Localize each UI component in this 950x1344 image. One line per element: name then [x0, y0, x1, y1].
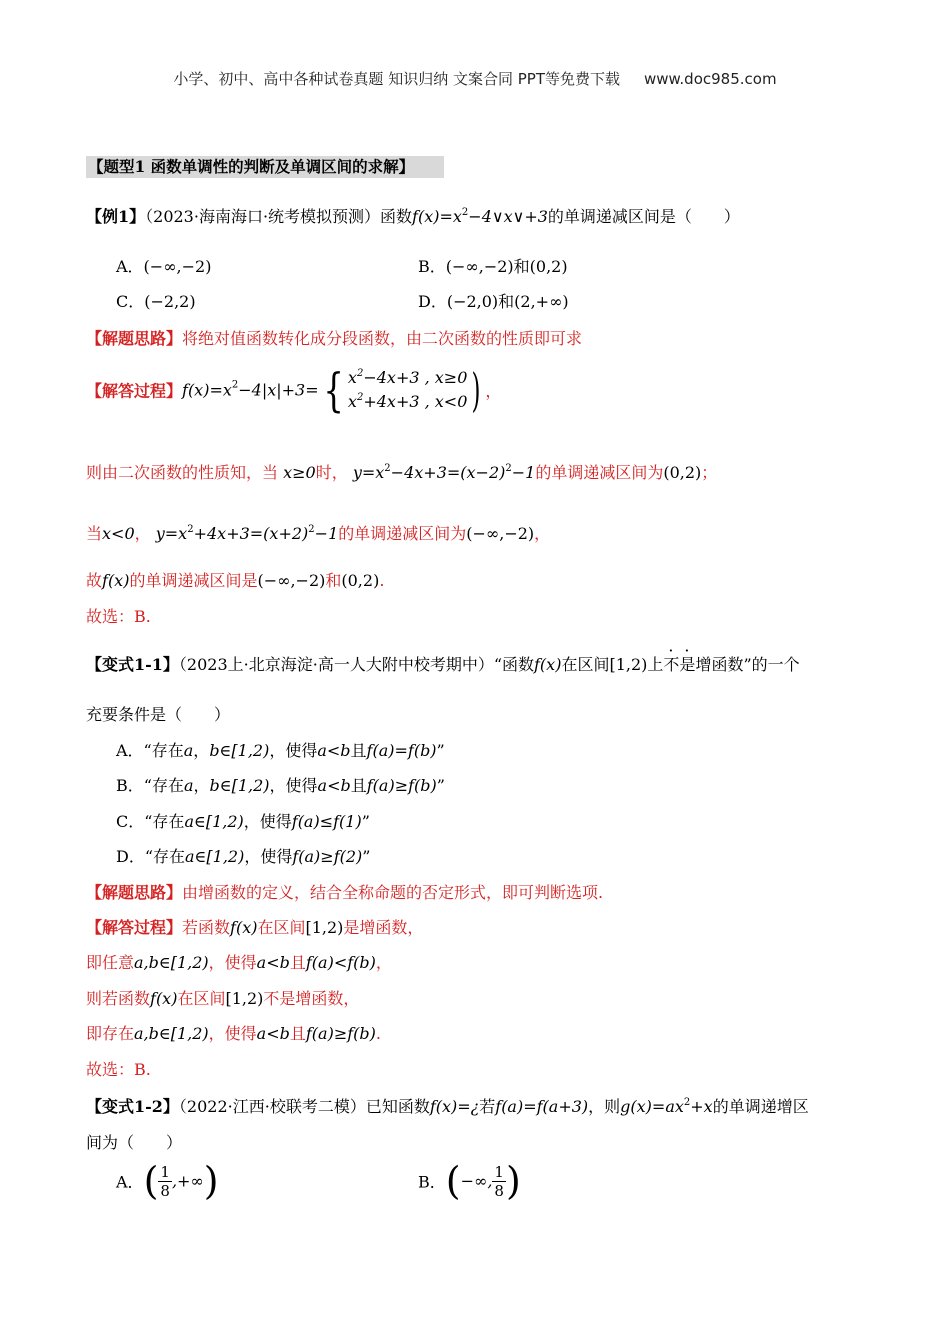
comma: ，: [485, 381, 502, 401]
example1-process: [86, 363, 502, 417]
variant1-1-option-b: B．“存在a，b∈[1,2)，使得a<b且f(a)≥f(b)”: [116, 776, 445, 795]
example1-line3: 当x<0， $y=x^2+4x+3=(x+2)^2-1$的单调递减区间为(−∞,−2)，: [86, 524, 551, 543]
fraction-one-eighth: $\frac{1}{8}$: [160, 1162, 170, 1200]
variant1-2-line2: 间为（ ）: [86, 1133, 183, 1152]
left-paren-icon: (: [445, 1159, 461, 1203]
variant1-1-process-2: 即任意a,b∈[1,2)，使得a<b且f(a)<f(b)，: [86, 953, 392, 972]
variant1-1-line2: 充要条件是（ ）: [86, 705, 231, 724]
variant1-2-option-a: A．( $\frac{1}{8}$ ,+∞): [116, 1159, 219, 1203]
example1-option-a: A．(−∞,−2): [116, 257, 212, 276]
variant1-1-option-d: D．“存在a∈[1,2)，使得f(a)≥f(2)”: [116, 847, 371, 866]
variant1-1-process-4: 即存在a,b∈[1,2)，使得a<b且f(a)≥f(b).: [86, 1024, 381, 1043]
fraction-one-eighth: $\frac{1}{8}$: [494, 1162, 504, 1200]
piecewise-brace: [319, 363, 486, 417]
section-title: 【题型1 函数单调性的判断及单调区间的求解】: [86, 156, 444, 178]
variant1-2-option-b: B．(−∞, $\frac{1}{8}$ ): [418, 1159, 521, 1203]
example1-func-rest: −4∨x∨+3: [468, 207, 548, 226]
right-paren-icon: ): [471, 363, 481, 417]
right-paren-icon: ): [203, 1159, 219, 1203]
example1-idea-tag: 【解题思路】: [86, 329, 183, 348]
example1-idea-text: 将绝对值函数转化成分段函数，由二次函数的性质即可求: [182, 329, 583, 348]
example1-question: [86, 204, 740, 227]
variant1-1-option-c: C．“存在a∈[1,2)，使得f(a)≤f(1)”: [116, 812, 370, 831]
example1-process-tag: 【解答过程】: [86, 381, 183, 401]
example1-option-b: B．(−∞,−2)和(0,2): [418, 257, 568, 276]
example1-tag: 【例1】: [86, 207, 146, 226]
variant1-1-process-3: 则若函数f(x)在区间[1,2)不是增函数，: [86, 989, 360, 1008]
example1-line4: 故f(x)的单调递减区间是(−∞,−2)和(0,2).: [86, 571, 385, 590]
variant1-1-process-1: 【解答过程】若函数f(x)在区间[1,2)是增函数，: [86, 918, 424, 937]
variant1-1-idea: 【解题思路】由增函数的定义，结合全称命题的否定形式，即可判断选项.: [86, 883, 604, 902]
example1-process-mid: −4|x|+3=: [238, 380, 319, 400]
example1-question-end: 的单调递减区间是（ ）: [547, 207, 740, 226]
example1-option-c: C．(−2,2): [116, 292, 196, 311]
header-site-link[interactable]: www.doc985.com: [643, 70, 777, 88]
example1-func: f(x)=x: [412, 207, 462, 226]
left-paren-icon: (: [143, 1159, 159, 1203]
page-header: [0, 68, 950, 89]
variant1-1-option-a: A．“存在a，b∈[1,2)，使得a<b且f(a)=f(b)”: [116, 741, 445, 760]
example1-option-d: D．(−2,0)和(2,+∞): [418, 292, 569, 311]
example1-source: （2023·海南海口·统考模拟预测）函数: [145, 207, 413, 226]
variant1-1-question: 【变式1-1】（2023上·北京海淀·高一人大附中校考期中）“函数f(x)在区间[1,2)上不是增函数”的一个: [86, 655, 800, 674]
example1-idea: [86, 326, 582, 349]
example1-answer: 故选：B.: [86, 607, 151, 626]
sup: 2: [231, 379, 239, 391]
piece2: $x^2+4x+3$ , x<0: [347, 392, 468, 411]
example1-process-lhs: f(x)=x: [182, 380, 232, 400]
variant1-1-answer: 故选：B.: [86, 1060, 151, 1079]
emphasis-not: 不: [663, 655, 680, 674]
header-text: 小学、初中、高中各种试卷真题 知识归纳 文案合同 PPT等免费下载: [173, 70, 620, 88]
piece1: $x^2-4x+3$ , x≥0: [347, 368, 468, 387]
variant1-2-question: 【变式1-2】（2022·江西·校联考二模）已知函数f(x)=¿若f(a)=f(a+3)，则$g(x)=ax^2+x$的单调递增区: [86, 1097, 809, 1116]
sup: 2: [461, 207, 469, 218]
example1-line2: 则由二次函数的性质知，当 x≥0时， $y=x^2-4x+3=(x-2)^2-1$的单调递减区间为(0,2)；: [86, 463, 718, 482]
emphasis-is: 是: [679, 655, 696, 674]
left-brace-icon: {: [323, 363, 344, 417]
right-paren-icon: ): [505, 1159, 521, 1203]
